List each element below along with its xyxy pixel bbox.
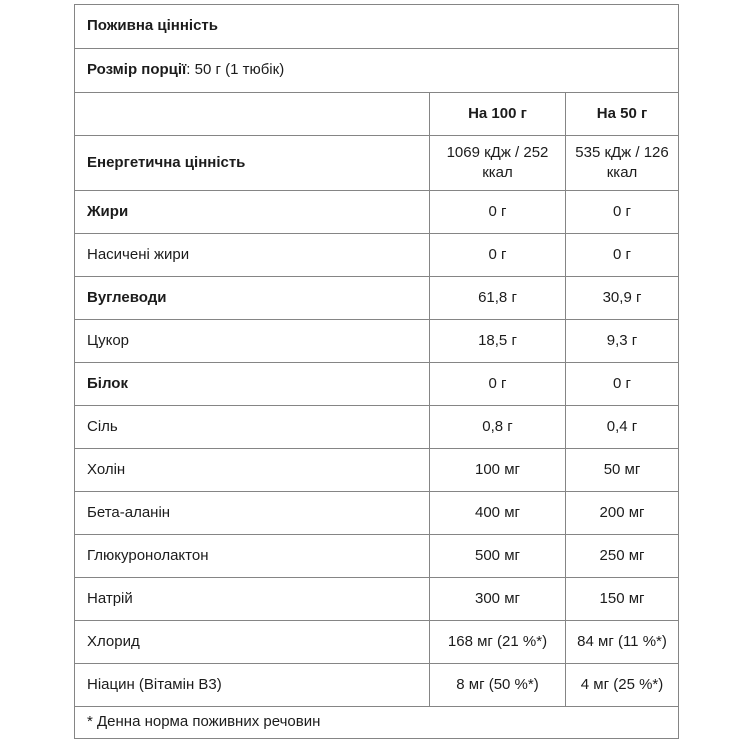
- table-row: [75, 320, 679, 363]
- table-row: [75, 191, 679, 234]
- value-per-50g: 250 мг: [566, 535, 679, 578]
- serving-size-value: : 50 г (1 тюбік): [186, 61, 285, 79]
- nutrient-label: Бета-аланін: [75, 492, 430, 535]
- table-row: [75, 406, 679, 449]
- value-per-100g: 0,8 г: [430, 406, 566, 449]
- nutrient-label: Енергетична цінність: [75, 136, 430, 191]
- nutrient-label: Натрій: [75, 578, 430, 621]
- nutrient-label: Жири: [75, 191, 430, 234]
- value-per-50g: 50 мг: [566, 449, 679, 492]
- nutrition-table: [74, 4, 679, 739]
- value-per-100g: 168 мг (21 %*): [430, 621, 566, 664]
- table-row: [75, 535, 679, 578]
- table-row: [75, 492, 679, 535]
- serving-row: [75, 49, 679, 93]
- column-header-row: [75, 93, 679, 136]
- value-per-50g: 200 мг: [566, 492, 679, 535]
- value-per-100g: 1069 кДж / 252 ккал: [430, 136, 566, 191]
- table-row: [75, 136, 679, 191]
- value-per-100g: 18,5 г: [430, 320, 566, 363]
- table-row: [75, 277, 679, 320]
- column-header-per-100g: На 100 г: [430, 93, 566, 136]
- value-per-50g: 30,9 г: [566, 277, 679, 320]
- footnote: * Денна норма поживних речовин: [75, 707, 679, 739]
- value-per-100g: 0 г: [430, 191, 566, 234]
- table-row: [75, 578, 679, 621]
- value-per-50g: 84 мг (11 %*): [566, 621, 679, 664]
- empty-header-cell: [75, 93, 430, 136]
- value-per-50g: 0,4 г: [566, 406, 679, 449]
- value-per-50g: 9,3 г: [566, 320, 679, 363]
- value-per-50g: 0 г: [566, 234, 679, 277]
- table-row: [75, 664, 679, 707]
- value-per-100g: 0 г: [430, 363, 566, 406]
- value-per-100g: 100 мг: [430, 449, 566, 492]
- footnote-row: [75, 707, 679, 739]
- value-per-50g: 535 кДж / 126 ккал: [566, 136, 679, 191]
- nutrient-label: Холін: [75, 449, 430, 492]
- table-title: Поживна цінність: [75, 5, 679, 49]
- value-per-100g: 8 мг (50 %*): [430, 664, 566, 707]
- table-row: [75, 234, 679, 277]
- nutrient-label: Сіль: [75, 406, 430, 449]
- value-per-100g: 0 г: [430, 234, 566, 277]
- serving-size-label: Розмір порції: [87, 61, 187, 79]
- nutrient-label: Вуглеводи: [75, 277, 430, 320]
- table-row: [75, 621, 679, 664]
- value-per-50g: 150 мг: [566, 578, 679, 621]
- nutrient-label: Цукор: [75, 320, 430, 363]
- nutrient-label: Хлорид: [75, 621, 430, 664]
- value-per-50g: 0 г: [566, 363, 679, 406]
- table-row: [75, 363, 679, 406]
- nutrient-label: Насичені жири: [75, 234, 430, 277]
- table-row: [75, 449, 679, 492]
- title-row: [75, 5, 679, 49]
- value-per-100g: 300 мг: [430, 578, 566, 621]
- value-per-100g: 61,8 г: [430, 277, 566, 320]
- value-per-50g: 0 г: [566, 191, 679, 234]
- value-per-100g: 500 мг: [430, 535, 566, 578]
- nutrient-label: Глюкуронолактон: [75, 535, 430, 578]
- serving-size: [75, 49, 679, 93]
- column-header-per-50g: На 50 г: [566, 93, 679, 136]
- nutrient-label: Білок: [75, 363, 430, 406]
- value-per-100g: 400 мг: [430, 492, 566, 535]
- nutrient-label: Ніацин (Вітамін В3): [75, 664, 430, 707]
- value-per-50g: 4 мг (25 %*): [566, 664, 679, 707]
